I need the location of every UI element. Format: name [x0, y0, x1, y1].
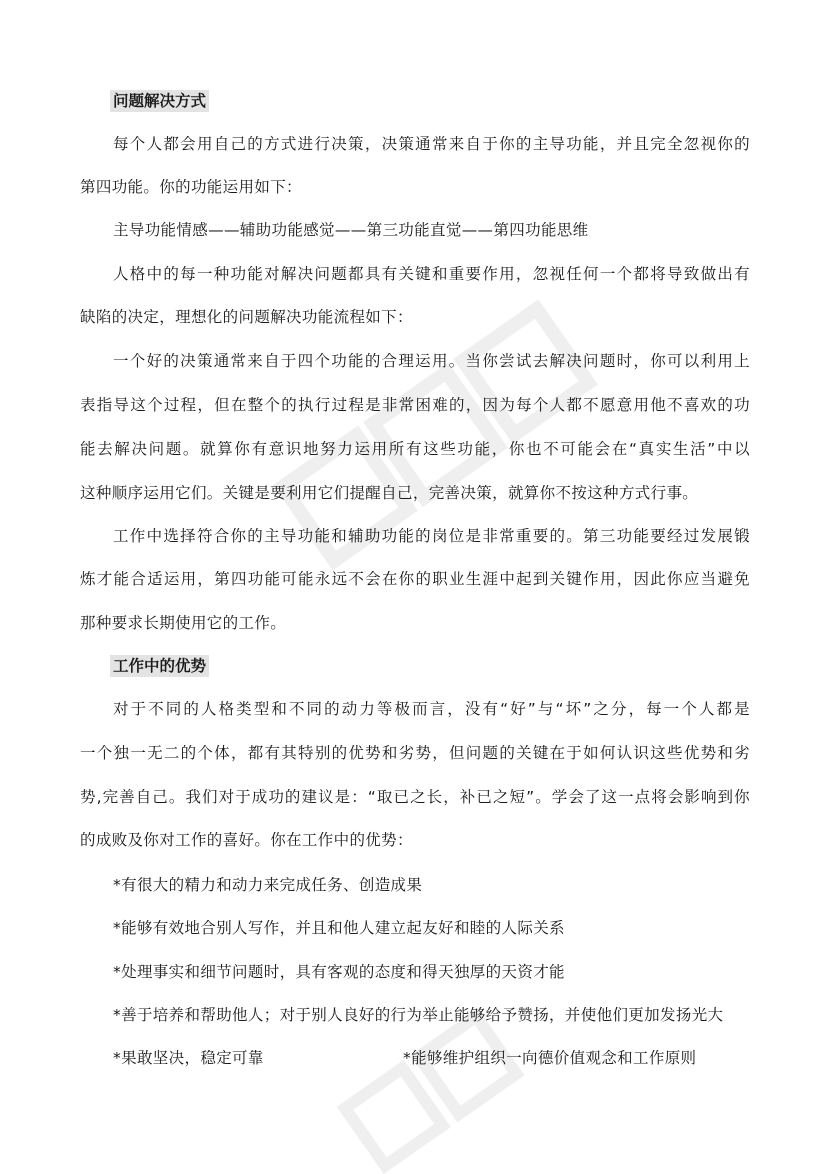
strength-bullet: *果敢坚决，稳定可靠 — [113, 1049, 264, 1067]
strength-bullet: *能够有效地合别人写作，并且和他人建立起友好和睦的人际关系 — [113, 919, 565, 937]
paragraph-line: 这种顺序运用它们。关键是要利用它们提醒自己，完善决策，就算你不按这种方式行事。 — [80, 484, 699, 502]
section-heading-problem-solving: 问题解决方式 — [110, 90, 209, 112]
paragraph-line: 那种要求长期使用它的工作。 — [80, 614, 287, 632]
paragraph-line: 炼才能合适运用，第四功能可能永远不会在你的职业生涯中起到关键作用，因此你应当避免 — [80, 570, 750, 588]
function-order-line: 主导功能情感——辅助功能感觉——第三功能直觉——第四功能思维 — [113, 221, 589, 239]
paragraph-line: 表指导这个过程，但在整个的执行过程是非常困难的，因为每个人都不愿意用他不喜欢的功 — [80, 396, 750, 414]
paragraph-line: 人格中的每一种功能对解决问题都具有关键和重要作用，忽视任何一个都将导致做出有 — [113, 265, 750, 283]
paragraph-line: 势,完善自己。我们对于成功的建议是：“取已之长，补已之短”。学会了这一点将会影响到你 — [80, 788, 750, 806]
paragraph-line: 一个好的决策通常来自于四个功能的合理运用。当你尝试去解决问题时，你可以利用上 — [113, 352, 750, 370]
paragraph-line: 每个人都会用自己的方式进行决策，决策通常来自于你的主导功能，并且完全忽视你的 — [113, 135, 750, 153]
strength-bullet: *有很大的精力和动力来完成任务、创造成果 — [113, 876, 423, 894]
strength-bullet: *善于培养和帮助他人；对于别人良好的行为举止能够给予赞扬，并使他们更加发扬光大 — [113, 1006, 724, 1024]
watermark-icon — [330, 1000, 550, 1174]
paragraph-line: 能去解决问题。就算你有意识地努力运用所有这些功能，你也不可能会在“真实生活”中以 — [80, 440, 750, 458]
paragraph-line: 一个独一无二的个体，都有其特别的优势和劣势，但问题的关键在于如何认识这些优势和劣 — [80, 744, 750, 762]
section-heading-work-strengths: 工作中的优势 — [110, 655, 209, 677]
strength-bullet: *能够维护组织一向德价值观念和工作原则 — [403, 1049, 697, 1067]
paragraph-line: 对于不同的人格类型和不同的动力等极而言，没有“好”与“坏”之分，每一个人都是 — [113, 700, 750, 718]
paragraph-line: 的成败及你对工作的喜好。你在工作中的优势： — [80, 831, 413, 849]
paragraph-line: 工作中选择符合你的主导功能和辅助功能的岗位是非常重要的。第三功能要经过发展锻 — [113, 527, 750, 545]
paragraph-line: 第四功能。你的功能运用如下： — [80, 178, 302, 196]
paragraph-line: 缺陷的决定，理想化的问题解决功能流程如下： — [80, 308, 413, 326]
strength-bullet: *处理事实和细节问题时，具有客观的态度和得天独厚的天资才能 — [113, 963, 565, 981]
